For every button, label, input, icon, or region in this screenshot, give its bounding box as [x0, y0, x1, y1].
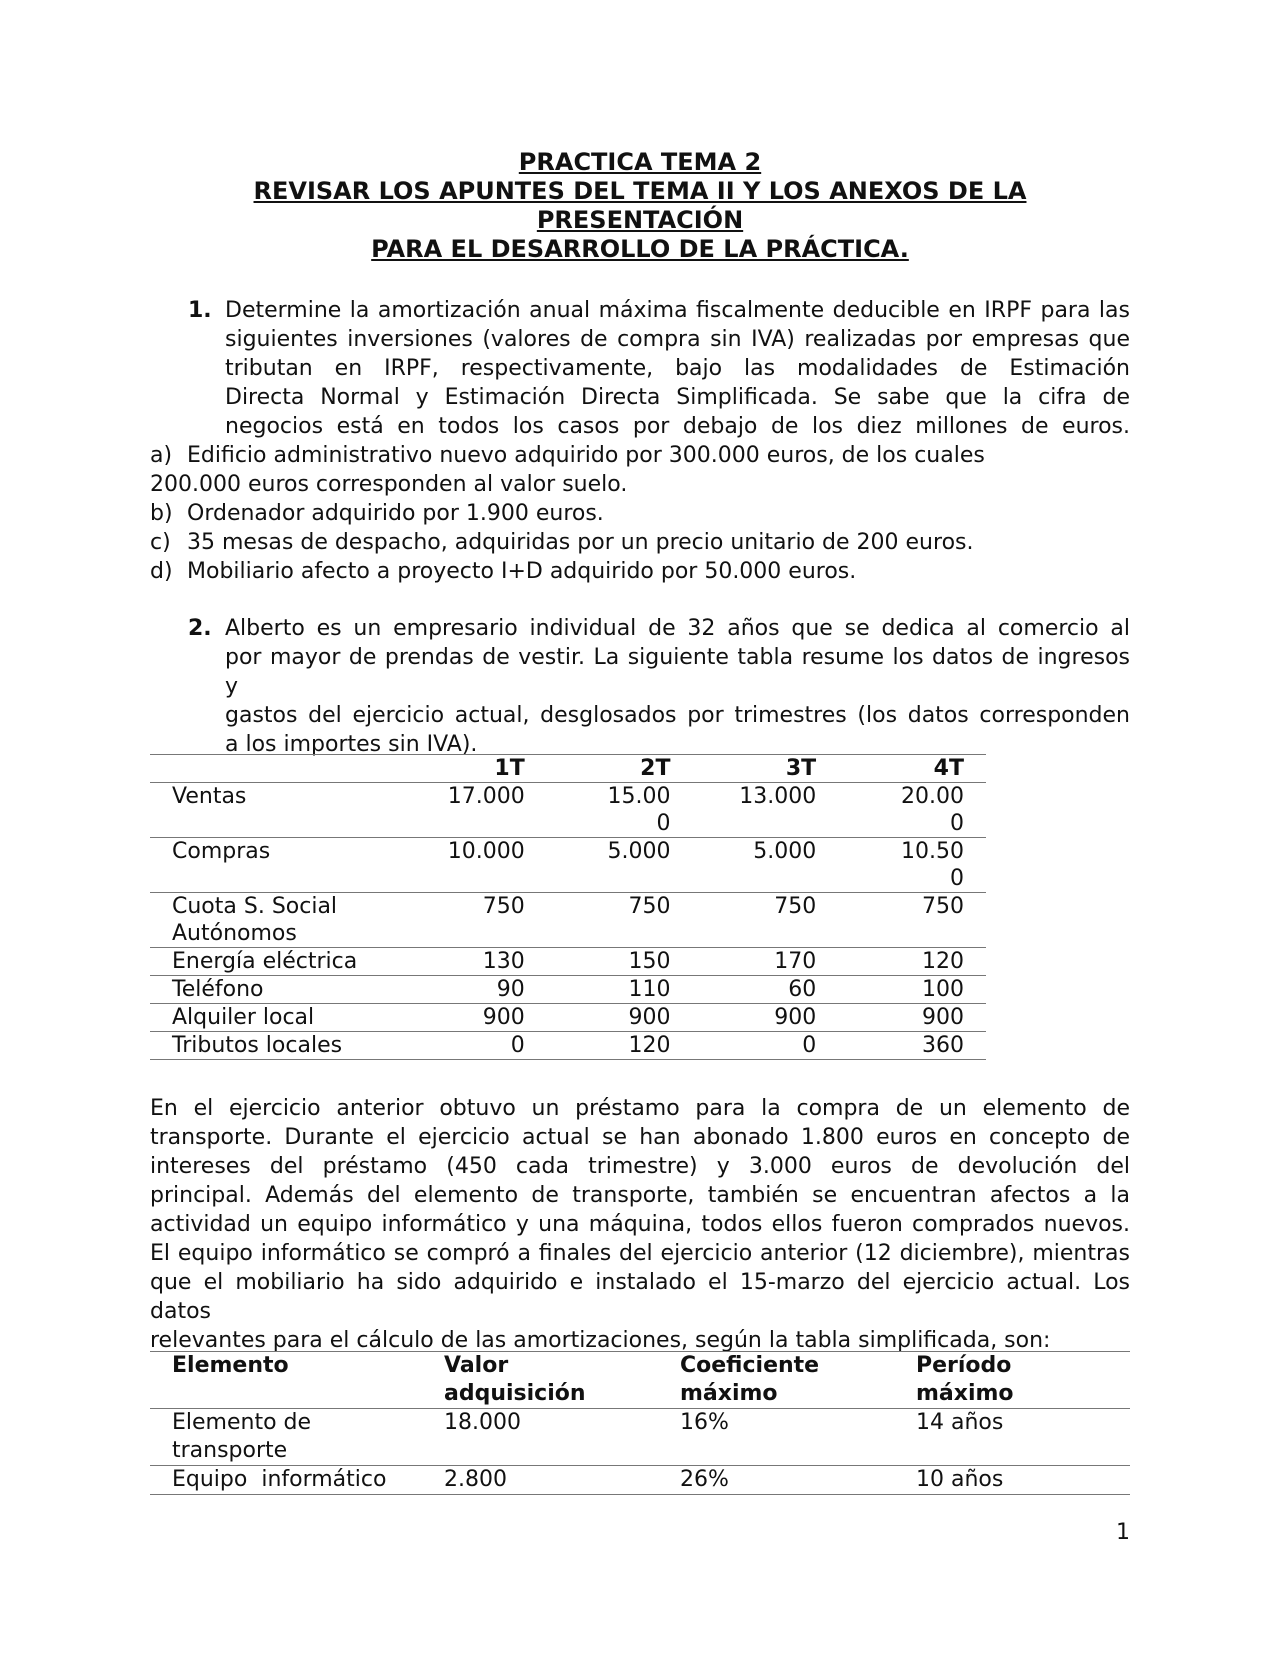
- option-a: [150, 441, 1070, 470]
- title-line: REVISAR LOS APUNTES DEL TEMA II Y LOS ANEXOS DE LA: [253, 177, 1027, 205]
- table-cell: 5.000: [547, 838, 693, 893]
- table-cell: 60: [692, 976, 838, 1004]
- header-line: Elemento: [172, 1353, 289, 1378]
- table-cell: [838, 783, 986, 838]
- text-line: Alberto es un empresario individual de 32 años que se dedica al comercio al: [225, 616, 1130, 641]
- table-row: [150, 893, 986, 948]
- option-text: Edificio administrativo nuevo adquirido por 300.000 euros, de los cuales: [187, 443, 985, 468]
- text-line: a los importes sin IVA).: [225, 732, 478, 757]
- question-number: 2.: [188, 616, 212, 641]
- cell-line: Equipo informático: [172, 1467, 387, 1492]
- option-text: Ordenador adquirido por 1.900 euros.: [187, 501, 604, 526]
- column-header: 2T: [547, 755, 693, 783]
- row-label: Teléfono: [150, 976, 397, 1004]
- row-label: [150, 893, 397, 948]
- question-number: 1.: [188, 298, 212, 323]
- text-line: El equipo informático se compró a finales del ejercicio anterior (12 diciembre), mientras: [150, 1241, 1130, 1266]
- column-header: 4T: [838, 755, 986, 783]
- title-line: PRESENTACIÓN: [536, 206, 744, 234]
- table-cell: 2.800: [422, 1466, 658, 1495]
- row-label: Alquiler local: [150, 1004, 397, 1032]
- question-text: [225, 296, 1130, 441]
- row-label: Energía eléctrica: [150, 948, 397, 976]
- text-line: intereses del préstamo (450 cada trimestre) y 3.000 euros de devolución del: [150, 1154, 1130, 1179]
- page-number: 1: [1116, 1520, 1130, 1545]
- column-header: [658, 1352, 894, 1409]
- text-line: negocios está en todos los casos por debajo de los diez millones de euros.: [225, 414, 1130, 439]
- option-letter: d): [150, 559, 173, 584]
- text-line: En el ejercicio anterior obtuvo un préstamo para la compra de un elemento de: [150, 1096, 1130, 1121]
- table-cell: 14 años: [894, 1409, 1130, 1466]
- text-line: actividad un equipo informático y una máquina, todos ellos fueron comprados nuevos.: [150, 1212, 1130, 1237]
- text-line: siguientes inversiones (valores de compra sin IVA) realizadas por empresas que: [225, 327, 1130, 352]
- column-header: 3T: [692, 755, 838, 783]
- cell-line: Elemento de: [172, 1410, 312, 1435]
- table-cell: 750: [838, 893, 986, 948]
- table-cell: 110: [547, 976, 693, 1004]
- text-line: Directa Normal y Estimación Directa Simplificada. Se sabe que la cifra de: [225, 385, 1130, 410]
- cell-line: 10.50: [901, 839, 964, 864]
- option-c: [150, 528, 1070, 557]
- option-b: [150, 499, 1070, 528]
- text-line: relevantes para el cálculo de las amortizaciones, según la tabla simplificada, son:: [150, 1328, 1051, 1353]
- table-header-row: [150, 1352, 1130, 1409]
- cell-line: 20.00: [901, 784, 964, 809]
- cell-line: 0: [656, 811, 671, 836]
- table-cell: 10.000: [397, 838, 547, 893]
- row-label: Tributos locales: [150, 1032, 397, 1060]
- question-1-options: [150, 441, 1070, 586]
- cell-line: transporte: [172, 1438, 288, 1463]
- text-line: transporte. Durante el ejercicio actual se han abonado 1.800 euros en concepto de: [150, 1125, 1130, 1150]
- table-cell: 0: [397, 1032, 547, 1060]
- option-a-continuation: 200.000 euros corresponden al valor suelo.: [150, 472, 628, 497]
- column-header: [894, 1352, 1130, 1409]
- table-cell: 120: [547, 1032, 693, 1060]
- header-line: Coeficiente: [680, 1353, 820, 1378]
- column-header: [150, 755, 397, 783]
- table-cell: 100: [838, 976, 986, 1004]
- table-row: [150, 1466, 1130, 1495]
- table-cell: 900: [838, 1004, 986, 1032]
- depreciation-table: [150, 1351, 1130, 1495]
- table-cell: 130: [397, 948, 547, 976]
- table-cell: 26%: [658, 1466, 894, 1495]
- table-cell: 16%: [658, 1409, 894, 1466]
- text-line: principal. Además del elemento de transporte, también se encuentran afectos a la: [150, 1183, 1130, 1208]
- quarterly-data-table: [150, 754, 986, 1060]
- text-line: Determine la amortización anual máxima fiscalmente deducible en IRPF para las: [225, 298, 1130, 323]
- header-line: Valor: [444, 1353, 509, 1378]
- table-cell: 900: [547, 1004, 693, 1032]
- table-cell: 750: [397, 893, 547, 948]
- option-text: 35 mesas de despacho, adquiridas por un precio unitario de 200 euros.: [187, 530, 974, 555]
- table-cell: 0: [692, 1032, 838, 1060]
- question-text: [225, 614, 1130, 759]
- table-cell: 90: [397, 976, 547, 1004]
- table-cell: 750: [692, 893, 838, 948]
- cell-line: 0: [950, 866, 964, 891]
- table-cell: 900: [692, 1004, 838, 1032]
- table-cell: 18.000: [422, 1409, 658, 1466]
- table-cell: 17.000: [397, 783, 547, 838]
- cell-line: 0: [950, 811, 964, 836]
- table-row: [150, 838, 986, 893]
- table-row: [150, 948, 986, 976]
- document-title: [150, 148, 1130, 264]
- option-d: [150, 557, 1070, 586]
- text-line: tributan en IRPF, respectivamente, bajo las modalidades de Estimación: [225, 356, 1130, 381]
- table-cell: 10 años: [894, 1466, 1130, 1495]
- header-line: Período: [916, 1353, 1012, 1378]
- title-line: PRACTICA TEMA 2: [518, 148, 762, 176]
- title-line: PARA EL DESARROLLO DE LA PRÁCTICA.: [371, 235, 909, 263]
- body-paragraph: [150, 1094, 1130, 1355]
- header-line: adquisición: [444, 1381, 586, 1406]
- column-header: [150, 1352, 422, 1409]
- header-line: máximo: [680, 1381, 778, 1406]
- row-label: Ventas: [150, 783, 397, 838]
- cell-line: 15.00: [607, 784, 671, 809]
- table-row: [150, 1004, 986, 1032]
- table-cell: 900: [397, 1004, 547, 1032]
- table-row: [150, 1032, 986, 1060]
- table-cell: 750: [547, 893, 693, 948]
- table-cell: 120: [838, 948, 986, 976]
- row-label: [150, 1409, 422, 1466]
- option-letter: b): [150, 501, 173, 526]
- table-cell: 13.000: [692, 783, 838, 838]
- text-line: que el mobiliario ha sido adquirido e instalado el 15-marzo del ejercicio actual. Los datos: [150, 1270, 1130, 1324]
- table-header-row: [150, 755, 986, 783]
- table-cell: 360: [838, 1032, 986, 1060]
- option-letter: c): [150, 530, 171, 555]
- header-line: máximo: [916, 1381, 1014, 1406]
- option-text: Mobiliario afecto a proyecto I+D adquirido por 50.000 euros.: [187, 559, 857, 584]
- table-cell: [547, 783, 693, 838]
- table-cell: 5.000: [692, 838, 838, 893]
- text-line: gastos del ejercicio actual, desglosados por trimestres (los datos corresponden: [225, 703, 1130, 728]
- table-row: [150, 976, 986, 1004]
- column-header: [422, 1352, 658, 1409]
- text-line: por mayor de prendas de vestir. La siguiente tabla resume los datos de ingresos y: [225, 645, 1130, 699]
- table-cell: 150: [547, 948, 693, 976]
- option-letter: a): [150, 443, 173, 468]
- table-cell: [838, 838, 986, 893]
- cell-line: Autónomos: [172, 921, 297, 946]
- cell-line: Cuota S. Social: [172, 894, 338, 919]
- table-row: [150, 1409, 1130, 1466]
- column-header: 1T: [397, 755, 547, 783]
- table-row: [150, 783, 986, 838]
- table-cell: 170: [692, 948, 838, 976]
- row-label: [150, 1466, 422, 1495]
- row-label: Compras: [150, 838, 397, 893]
